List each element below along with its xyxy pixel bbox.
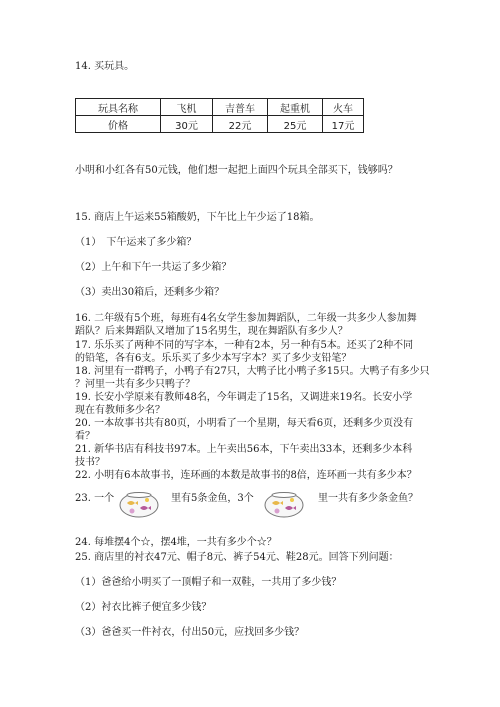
item-line: 现在有教师多少名？	[75, 405, 165, 416]
q23-suffix: 里一共有多少条金鱼？	[318, 493, 418, 504]
item-line: 19. 长安小学原来有教师48名，今年调走了15名，又调进来19名。长安小学	[75, 392, 413, 403]
table-cell: 25元	[268, 116, 323, 133]
item-line: 18. 河里有一群鸭子，小鸭子有27只，大鸭子比小鸭子多15只。大鸭子有多少只	[75, 366, 430, 377]
table-header-cell: 起重机	[268, 99, 323, 116]
item-line: 16. 二年级有5个班，每班有4名女学生参加舞蹈队，二年级一共多少人参加舞	[75, 313, 417, 324]
table-header-cell: 吉普车	[213, 99, 268, 116]
item-line: 看？	[75, 431, 95, 442]
table-row	[76, 99, 364, 116]
item-line: 21. 新华书店有科技书97本。上午卖出56本，下午卖出33本，还剩多少本科	[75, 444, 413, 455]
item-line: ？河里一共有多少只鸭子？	[75, 379, 195, 390]
table-header-cell: 飞机	[161, 99, 213, 116]
q25-part-3: （3）爸爸买一件衬衣，付出50元，应找回多少钱？	[75, 627, 305, 638]
table-cell: 17元	[323, 116, 364, 133]
q14-title: 14. 买玩具。	[75, 61, 135, 72]
table-header-cell: 火车	[323, 99, 364, 116]
table-cell: 30元	[161, 116, 213, 133]
item-line: 22. 小明有6本故事书，连环画的本数是故事书的8倍，连环画一共有多少本？	[75, 470, 417, 481]
q15-part-2: （2）上午和下午一共运了多少箱？	[75, 262, 232, 273]
item-line: 技书？	[75, 457, 105, 468]
fish-bowl-icon	[263, 489, 305, 519]
fish-bowl-icon	[118, 489, 160, 519]
item-line: 17. 乐乐买了两种不同的写字本，一种有2本，另一种有5本。还买了2种不同	[75, 340, 414, 351]
q23-middle: 里有5条金鱼，3个	[171, 493, 254, 504]
q25-title: 25. 商店里的衬衣47元、帽子8元、裤子54元、鞋28元。回答下列问题：	[75, 552, 399, 563]
toy-price-table	[75, 98, 364, 133]
table-cell: 22元	[213, 116, 268, 133]
q15-title: 15. 商店上午运来55箱酸奶，下午比上午少运了18箱。	[75, 212, 320, 223]
table-row	[76, 116, 364, 133]
q25-part-1: （1）爸爸给小明买了一顶帽子和一双鞋，一共用了多少钱？	[75, 577, 342, 588]
q24-text: 24. 每堆摆4个☆，摆4堆，一共有多少个☆？	[75, 537, 277, 548]
item-line: 的铅笔，各有6支。乐乐买了多少本写字本？买了多少支铅笔？	[75, 353, 352, 364]
item-line: 20. 一本故事书共有80页，小明看了一个星期，每天看6页，还剩多少页没有	[75, 418, 414, 429]
q15-part-1: （1） 下午运来了多少箱？	[75, 237, 197, 248]
q25-part-2: （2）衬衣比裤子便宜多少钱？	[75, 602, 212, 613]
q15-part-3: （3）卖出30箱后，还剩多少箱？	[75, 287, 225, 298]
table-header-cell: 玩具名称	[76, 99, 161, 116]
q23-prefix: 23. 一个	[75, 493, 115, 504]
item-line: 蹈队？后来舞蹈队又增加了15名男生，现在舞蹈队有多少人？	[75, 326, 348, 337]
table-cell: 价格	[76, 116, 161, 133]
q14-question: 小明和小红各有50元钱，他们想一起把上面四个玩具全部买下，钱够吗？	[75, 165, 398, 176]
